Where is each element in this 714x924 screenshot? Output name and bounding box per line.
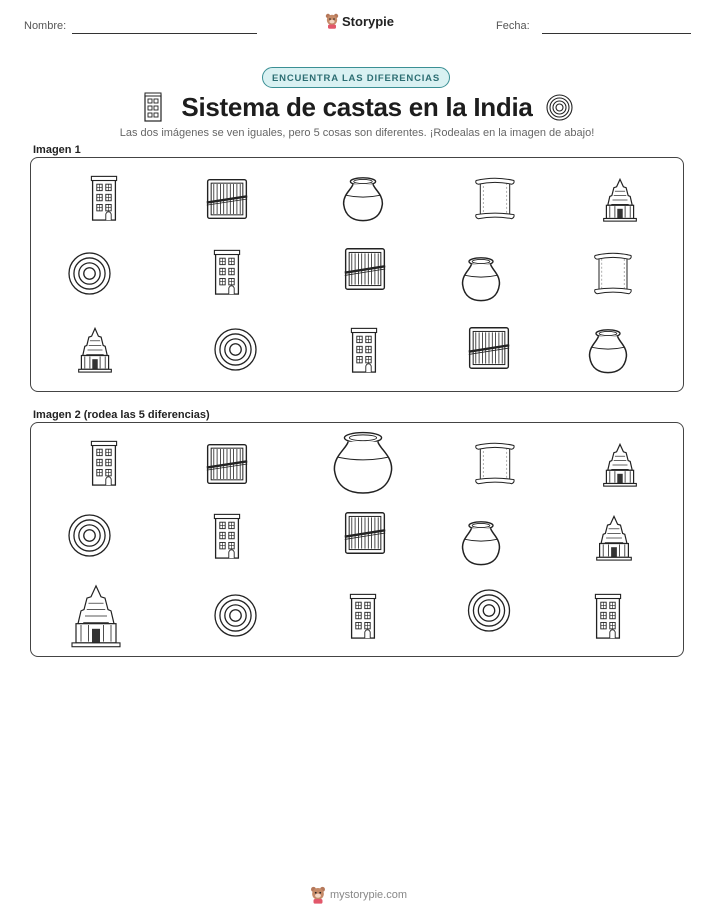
image2-label: Imagen 2 (rodea las 5 diferencias) (33, 409, 210, 421)
building-icon[interactable] (593, 593, 623, 639)
scroll-icon (593, 250, 633, 296)
building-icon (212, 249, 242, 295)
loom-icon (205, 177, 249, 221)
pot-icon (461, 256, 501, 302)
temple-icon[interactable] (71, 584, 121, 648)
building-icon (143, 92, 163, 122)
name-line[interactable] (72, 33, 257, 34)
date-label: Fecha: (496, 20, 530, 32)
loom-icon[interactable] (205, 442, 249, 486)
building-icon[interactable] (89, 440, 119, 486)
footer-url: mystorypie.com (330, 889, 408, 901)
target-rings-icon[interactable] (467, 589, 511, 632)
temple-icon[interactable] (596, 515, 632, 561)
bear-mascot-icon (310, 886, 326, 904)
name-label: Nombre: (24, 20, 67, 32)
target-rings-icon (214, 328, 257, 371)
loom-icon (343, 246, 387, 292)
brand-name: Storypie (342, 13, 395, 29)
activity-badge: ENCUENTRA LAS DIFERENCIAS (262, 67, 450, 88)
pot-icon (342, 176, 384, 222)
temple-icon[interactable] (603, 443, 637, 487)
brand-logo (325, 13, 394, 29)
building-icon (89, 175, 119, 221)
target-rings-icon[interactable] (214, 594, 257, 637)
loom-icon (467, 325, 511, 371)
pot-icon[interactable] (332, 430, 394, 495)
image1-label: Imagen 1 (33, 144, 81, 156)
building-icon[interactable] (348, 593, 378, 639)
scroll-icon (474, 175, 516, 221)
pot-icon[interactable] (461, 520, 501, 566)
target-rings-icon (546, 94, 573, 121)
temple-icon (78, 327, 112, 373)
loom-icon[interactable] (343, 510, 387, 556)
bear-mascot-icon (325, 13, 339, 29)
building-icon[interactable] (212, 513, 242, 559)
building-icon (349, 327, 379, 373)
date-line[interactable] (542, 33, 691, 34)
pot-icon (588, 328, 628, 374)
target-rings-icon[interactable] (68, 514, 111, 557)
temple-icon (603, 178, 637, 222)
target-rings-icon (68, 252, 111, 295)
page-title: Sistema de castas en la India (181, 92, 533, 122)
footer (310, 886, 407, 904)
scroll-icon[interactable] (474, 440, 516, 486)
instructions-text: Las dos imágenes se ven iguales, pero 5 cosas son diferentes. ¡Rodealas en la imagen de abajo! (119, 127, 595, 139)
